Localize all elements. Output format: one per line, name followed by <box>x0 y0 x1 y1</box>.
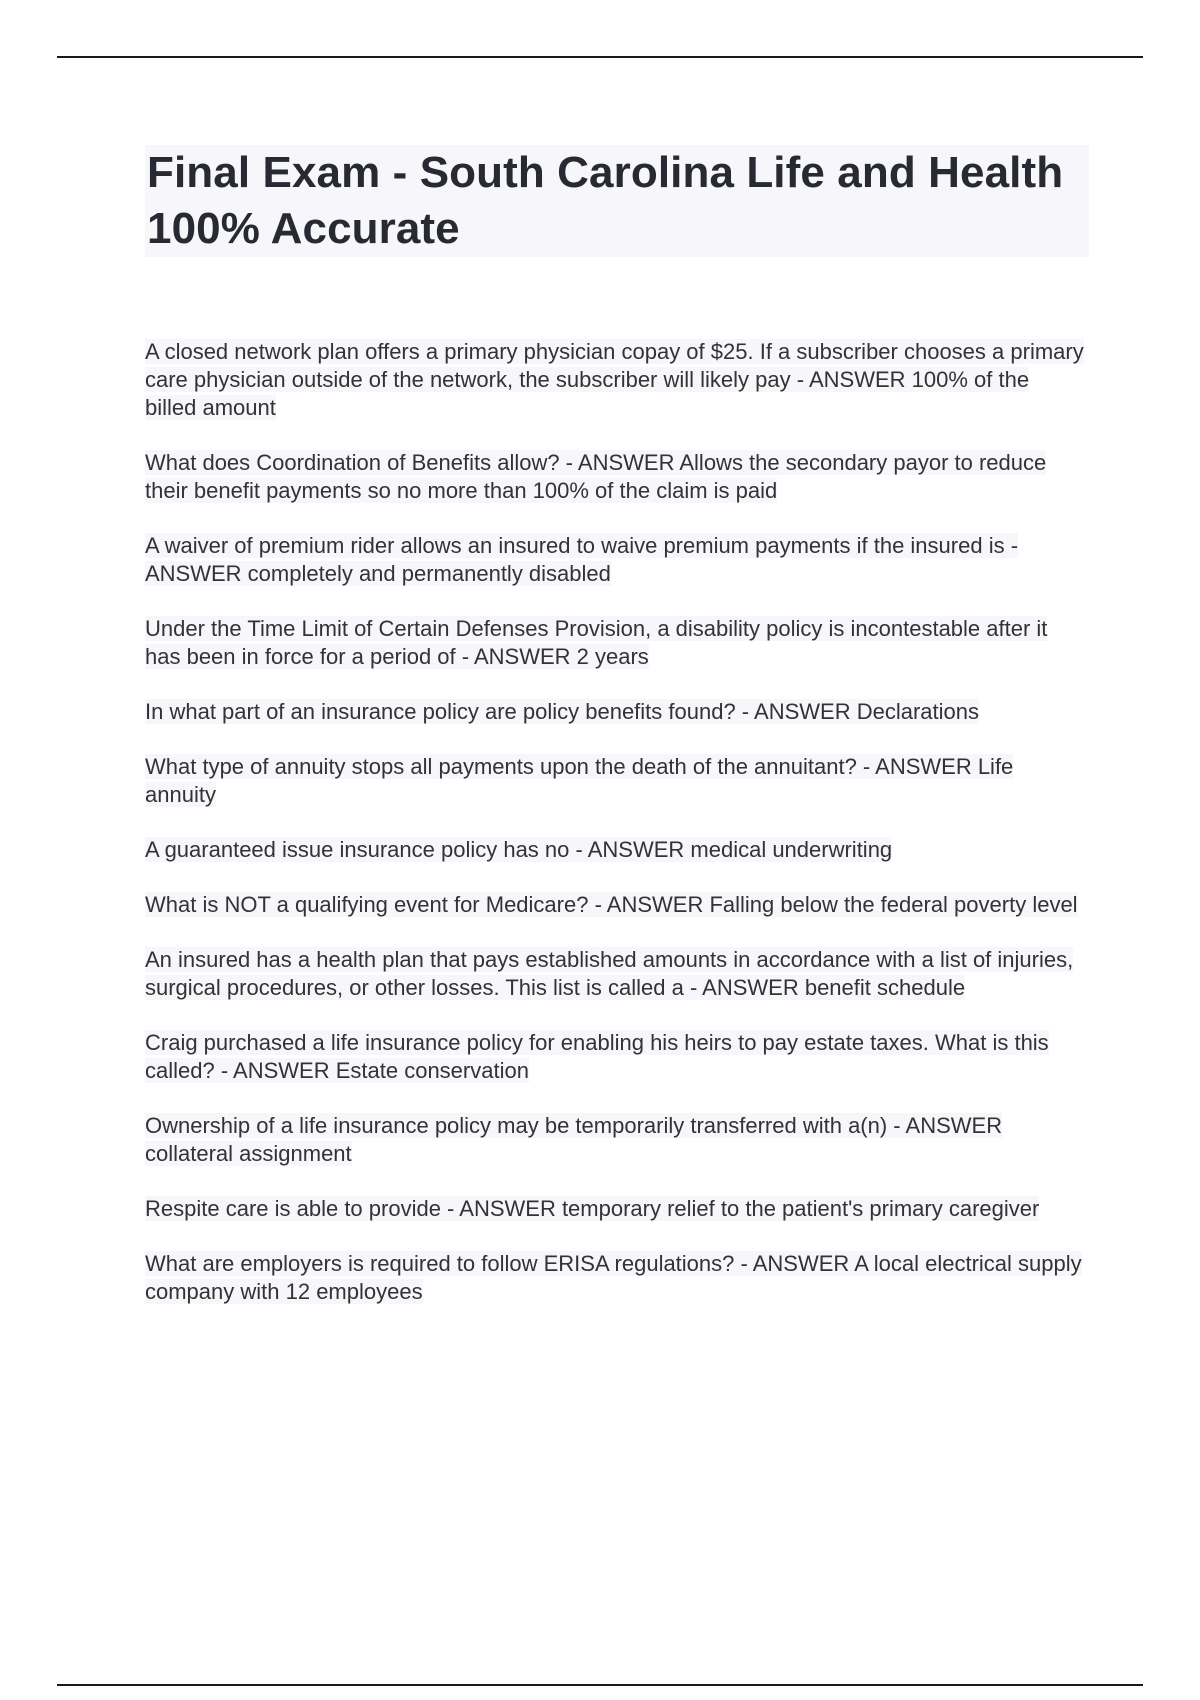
qa-text: An insured has a health plan that pays established amounts in accordance with a list of injuries, surgical procedures, or other losses. This list is called a - ANSWER benefit schedule <box>145 947 1074 1000</box>
qa-text: Craig purchased a life insurance policy for enabling his heirs to pay estate taxes. What is this called? - ANSWER Estate conservation <box>145 1030 1049 1083</box>
qa-item <box>145 836 1085 864</box>
qa-text: Ownership of a life insurance policy may be temporarily transferred with a(n) - ANSWER collateral assignment <box>145 1113 1003 1166</box>
page-top-rule <box>57 56 1143 58</box>
qa-text: What type of annuity stops all payments upon the death of the annuitant? - ANSWER Life annuity <box>145 754 1014 807</box>
qa-text: Under the Time Limit of Certain Defenses Provision, a disability policy is incontestable after it has been in force for a period of - ANSWER 2 years <box>145 616 1048 669</box>
qa-item <box>145 532 1085 588</box>
qa-text: What does Coordination of Benefits allow? - ANSWER Allows the secondary payor to reduce their benefit payments so no more than 100% of the claim is paid <box>145 450 1047 503</box>
qa-text: A closed network plan offers a primary physician copay of $25. If a subscriber chooses a primary care physician outside of the network, the subscriber will likely pay - ANSWER 100% of the billed amount <box>145 339 1084 420</box>
qa-item <box>145 1029 1085 1085</box>
qa-text: What are employers is required to follow ERISA regulations? - ANSWER A local electrical supply company with 12 employees <box>145 1251 1082 1304</box>
qa-text: A guaranteed issue insurance policy has no - ANSWER medical underwriting <box>145 837 893 862</box>
qa-item <box>145 615 1085 671</box>
qa-text: Respite care is able to provide - ANSWER temporary relief to the patient's primary caregiver <box>145 1196 1040 1221</box>
document-title: Final Exam - South Carolina Life and Health 100% Accurate <box>147 148 1064 253</box>
qa-item <box>145 753 1085 809</box>
qa-item <box>145 449 1085 505</box>
title-block <box>145 145 1089 257</box>
qa-item <box>145 946 1085 1002</box>
qa-item <box>145 1112 1085 1168</box>
page-bottom-rule <box>57 1684 1143 1686</box>
qa-item <box>145 1250 1085 1306</box>
qa-text: In what part of an insurance policy are policy benefits found? - ANSWER Declarations <box>145 699 979 724</box>
qa-text: What is NOT a qualifying event for Medicare? - ANSWER Falling below the federal poverty level <box>145 892 1078 917</box>
qa-item <box>145 698 1085 726</box>
qa-item <box>145 338 1085 422</box>
qa-item <box>145 891 1085 919</box>
qa-list <box>145 338 1085 1333</box>
qa-text: A waiver of premium rider allows an insured to waive premium payments if the insured is - ANSWER completely and permanently disabled <box>145 533 1019 586</box>
qa-item <box>145 1195 1085 1223</box>
